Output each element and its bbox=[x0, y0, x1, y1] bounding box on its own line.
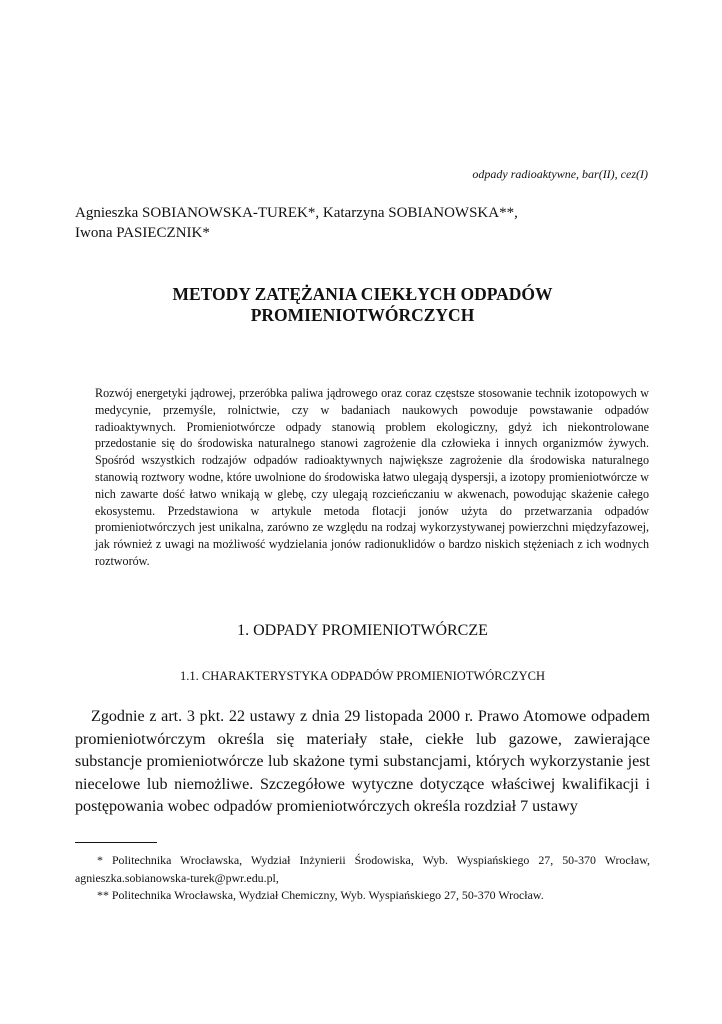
abstract bbox=[95, 385, 649, 570]
title-line: METODY ZATĘŻANIA CIEKŁYCH ODPADÓW bbox=[172, 284, 553, 304]
body-paragraph bbox=[75, 706, 650, 819]
title-line: PROMIENIOTWÓRCZYCH bbox=[250, 305, 475, 325]
section-heading: 1. ODPADY PROMIENIOTWÓRCZE bbox=[237, 622, 488, 639]
keywords: odpady radioaktywne, bar(II), cez(I) bbox=[472, 167, 648, 181]
abstract-text: Rozwój energetyki jądrowej, przeróbka paliwa jądrowego oraz coraz częstsze stosowanie technik izotopowych w medycynie, przemyśle, rolnictwie, czy w badaniach naukowych powoduje powstawanie odpadów radioaktywnych. Promieniotwórcze odpady stanowią problem ekologiczny, gdyż ich niekontrolowane przedostanie się do środowiska naturalnego stanowi zagrożenie dla człowieka i innych organizmów żywych. Spośród wszystkich rodzajów odpadów radioaktywnych największe zagrożenie dla środowiska naturalnego stanowią roztwory wodne, które uwolnione do środowiska łatwo ulegają dyspersji, a izotopy promieniotwórcze w nich zawarte dość łatwo wnikają w glebę, czy ulegają rozcieńczaniu w akwenach, powodując skażenie całego ekosystemu. Przedstawiona w artykule metoda flotacji jonów użyta do przetwarzania odpadów promieniotwórczych jest unikalna, zarówno ze względu na rodzaj wykorzystywanej powierzchni międzyfazowej, jak również z uwagi na możliwość wydzielania jonów radionuklidów o bardzo niskich stężeniach z ich wodnych roztworów. bbox=[95, 386, 649, 568]
footnote-affiliation-1: * Politechnika Wrocławska, Wydział Inżynierii Środowiska, Wyb. Wyspiańskiego 27, 50-370 Wrocław, agnieszka.sobianowska-turek@pwr.edu.pl, bbox=[75, 853, 650, 885]
footnotes bbox=[75, 852, 650, 905]
subsection-heading: 1.1. CHARAKTERYSTYKA ODPADÓW PROMIENIOTWÓRCZYCH bbox=[180, 669, 545, 683]
footnote-divider bbox=[75, 842, 157, 843]
author-line: Iwona PASIECZNIK* bbox=[75, 225, 210, 241]
paper-title bbox=[75, 284, 650, 326]
footnote-affiliation-2: ** Politechnika Wrocławska, Wydział Chemiczny, Wyb. Wyspiańskiego 27, 50-370 Wrocław. bbox=[97, 888, 544, 902]
author-line: Agnieszka SOBIANOWSKA-TUREK*, Katarzyna SOBIANOWSKA**, bbox=[75, 205, 518, 221]
author-list bbox=[75, 203, 650, 243]
paragraph-text: Zgodnie z art. 3 pkt. 22 ustawy z dnia 29 listopada 2000 r. Prawo Atomowe odpadem promieniotwórczym określa się materiały stałe, ciekłe lub gazowe, zawierające substancje promieniotwórcze lub skażone tymi substancjami, których wykorzystanie jest niecelowe lub niemożliwe. Szczegółowe wytyczne dotyczące właściwej kwalifikacji i postępowania wobec odpadów promieniotwórczych określa rozdział 7 ustawy bbox=[75, 708, 650, 815]
